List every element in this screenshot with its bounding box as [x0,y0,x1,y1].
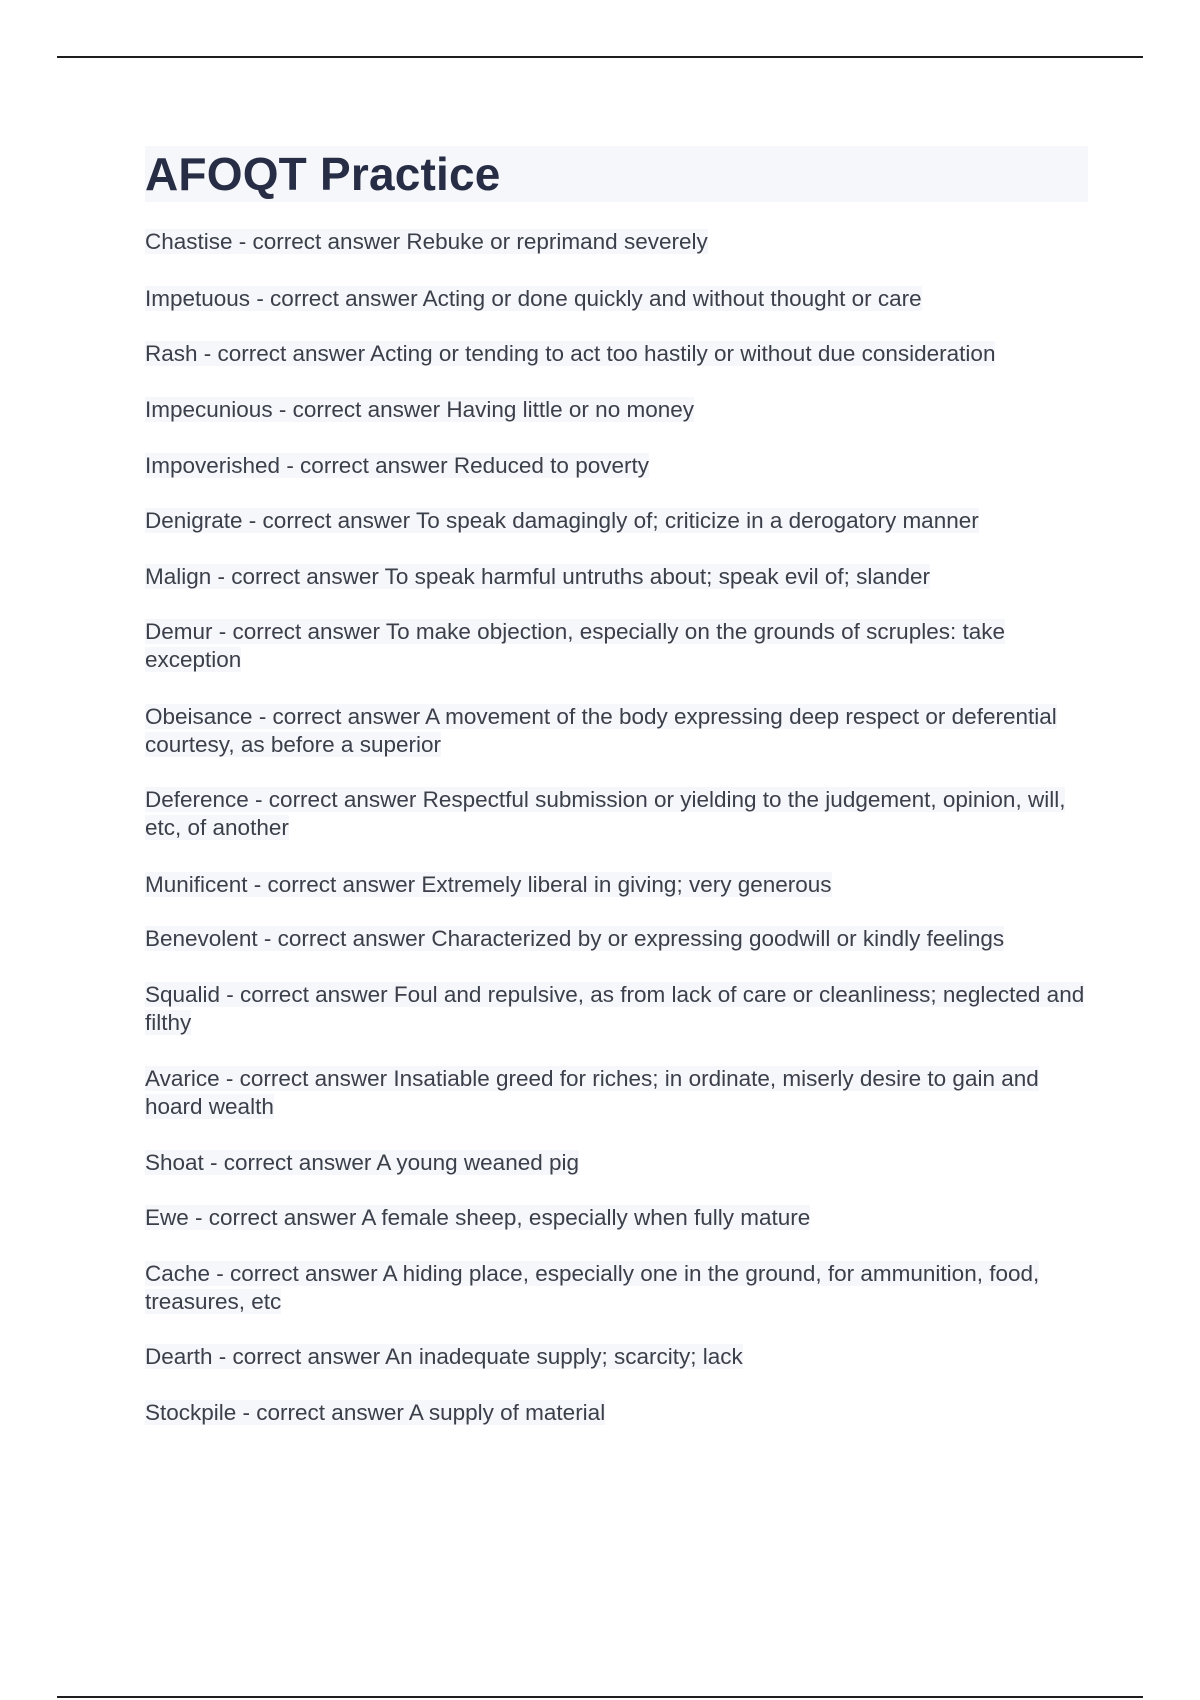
entry-squalid: Squalid - correct answer Foul and repulsive, as from lack of care or cleanliness; neglected and filthy [145,982,1085,1035]
entry-obeisance: Obeisance - correct answer A movement of the body expressing deep respect or deferential courtesy, as before a superior [145,704,1057,757]
entry-malign: Malign - correct answer To speak harmful untruths about; speak evil of; slander [145,564,930,589]
entry-rash: Rash - correct answer Acting or tending to act too hastily or without due consideration [145,341,996,366]
entry-dearth: Dearth - correct answer An inadequate supply; scarcity; lack [145,1344,743,1369]
entry-denigrate: Denigrate - correct answer To speak damagingly of; criticize in a derogatory manner [145,508,979,533]
entry-benevolent: Benevolent - correct answer Characterized by or expressing goodwill or kindly feelings [145,926,1005,951]
entry-chastise: Chastise - correct answer Rebuke or reprimand severely [145,229,708,254]
entry-munificent: Munificent - correct answer Extremely liberal in giving; very generous [145,872,832,897]
entry-ewe: Ewe - correct answer A female sheep, especially when fully mature [145,1205,811,1230]
entry-shoat: Shoat - correct answer A young weaned pig [145,1150,580,1175]
page-title: AFOQT Practice [145,148,501,200]
entry-impoverished: Impoverished - correct answer Reduced to poverty [145,453,649,478]
header-rule [57,56,1143,58]
entry-demur: Demur - correct answer To make objection, especially on the grounds of scruples: take exception [145,619,1005,672]
entry-cache: Cache - correct answer A hiding place, especially one in the ground, for ammunition, food, treasures, etc [145,1261,1040,1314]
entry-avarice: Avarice - correct answer Insatiable greed for riches; in ordinate, miserly desire to gain and hoard wealth [145,1066,1039,1119]
footer-rule [57,1696,1143,1698]
entry-impecunious: Impecunious - correct answer Having little or no money [145,397,694,422]
entry-stockpile: Stockpile - correct answer A supply of material [145,1400,606,1425]
entry-deference: Deference - correct answer Respectful submission or yielding to the judgement, opinion, will, etc, of another [145,787,1066,840]
entry-impetuous: Impetuous - correct answer Acting or done quickly and without thought or care [145,286,922,311]
